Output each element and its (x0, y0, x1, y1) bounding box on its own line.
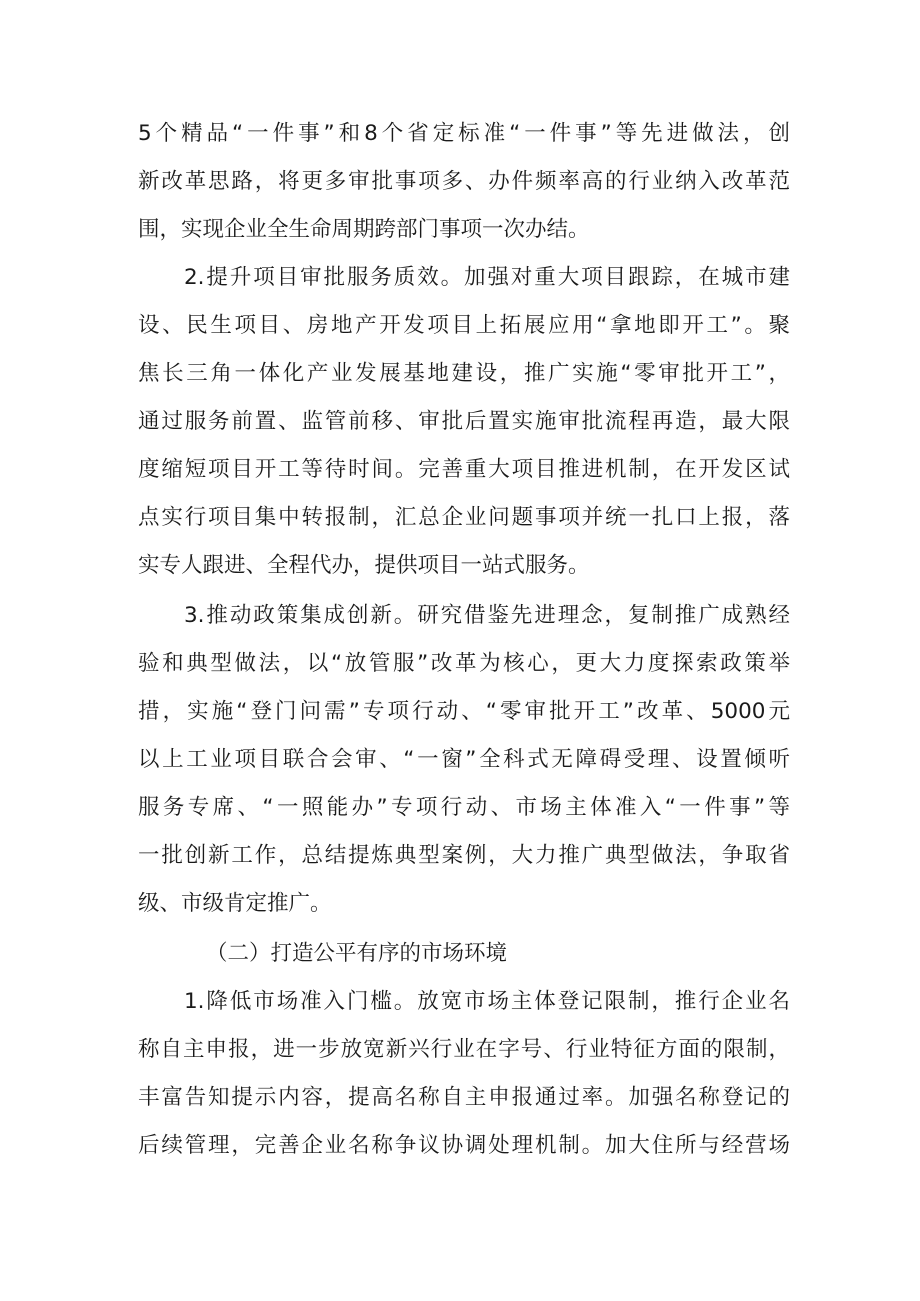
text-line: 点实行项目集中转报制，汇总企业问题事项并统一扎口上报，落 (138, 505, 790, 530)
section-heading: （二）打造公平有序的市场环境 (206, 941, 508, 966)
text-line: 验和典型做法，以“放管服”改革为核心，更大力度探索政策举 (138, 651, 790, 676)
text-line: 一批创新工作，总结提炼典型案例，大力推广典型做法，争取省 (138, 843, 790, 868)
text-line: 丰富告知提示内容，提高名称自主申报通过率。加强名称登记的 (138, 1085, 790, 1110)
text-line: 以上工业项目联合会审、“一窗”全科式无障碍受理、设置倾听 (138, 747, 790, 772)
text-line: 后续管理，完善企业名称争议协调处理机制。加大住所与经营场 (138, 1133, 790, 1158)
text-line: 实专人跟进、全程代办，提供项目一站式服务。 (138, 553, 590, 578)
text-line: 围，实现企业全生命周期跨部门事项一次办结。 (138, 217, 590, 242)
text-line: 措，实施“登门问需”专项行动、“零审批开工”改革、5000元 (138, 699, 790, 724)
paragraph-start-line: 1.降低市场准入门槛。放宽市场主体登记限制，推行企业名 (184, 989, 790, 1014)
text-line: 通过服务前置、监管前移、审批后置实施审批流程再造，最大限 (138, 409, 790, 434)
text-line: 服务专席、“一照能办”专项行动、市场主体准入“一件事”等 (138, 795, 790, 820)
text-line: 5个精品“一件事”和8个省定标准“一件事”等先进做法，创 (138, 121, 790, 146)
text-line: 称自主申报，进一步放宽新兴行业在字号、行业特征方面的限制， (138, 1037, 790, 1062)
paragraph-start-line: 2.提升项目审批服务质效。加强对重大项目跟踪，在城市建 (184, 265, 790, 290)
text-line: 度缩短项目开工等待时间。完善重大项目推进机制，在开发区试 (138, 457, 790, 482)
paragraph-start-line: 3.推动政策集成创新。研究借鉴先进理念，复制推广成熟经 (184, 603, 790, 628)
text-line: 新改革思路，将更多审批事项多、办件频率高的行业纳入改革范 (138, 169, 790, 194)
text-line: 级、市级肯定推广。 (138, 891, 332, 916)
text-line: 焦长三角一体化产业发展基地建设，推广实施“零审批开工”， (138, 361, 790, 386)
text-line: 设、民生项目、房地产开发项目上拓展应用“拿地即开工”。聚 (138, 313, 790, 338)
